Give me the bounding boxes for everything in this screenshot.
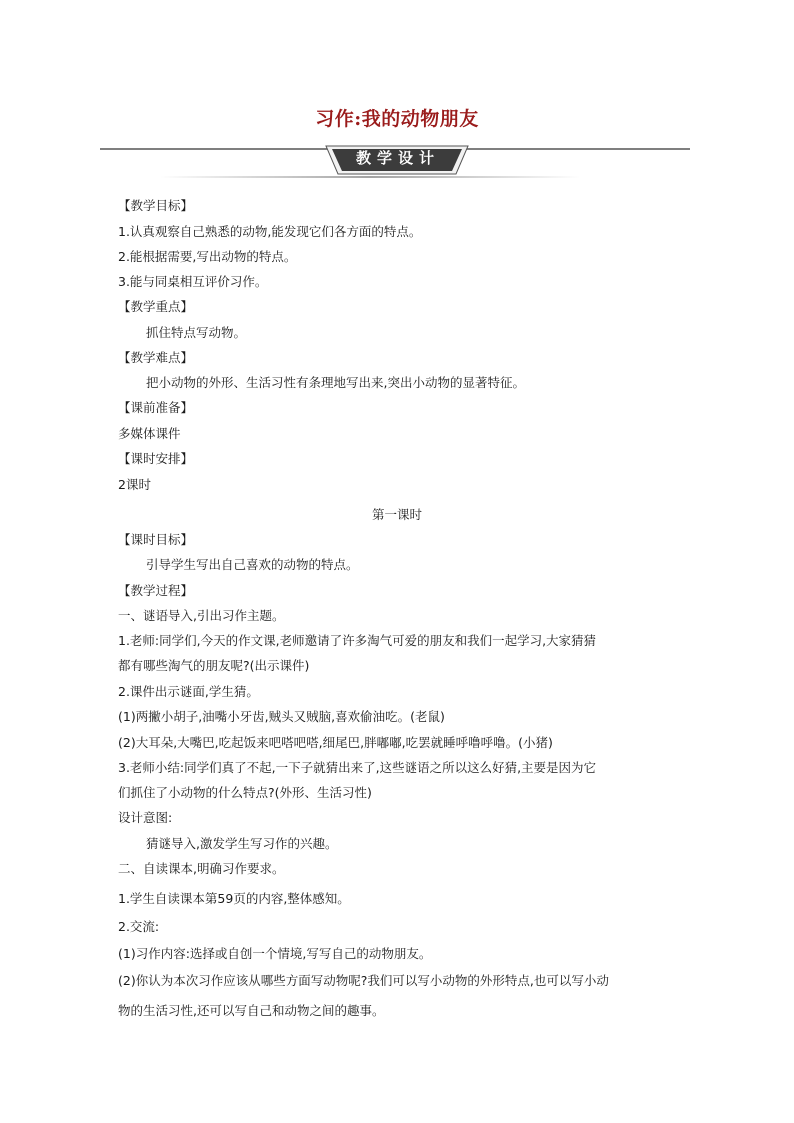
riddle-line: (1)两撇小胡子,油嘴小牙齿,贼头又贼脑,喜欢偷油吃。(老鼠)	[118, 709, 445, 724]
heading-objectives: 【教学目标】	[118, 198, 194, 213]
paragraph-line: 们抓住了小动物的什么特点?(外形、生活习性)	[118, 785, 372, 800]
objective-line: 1.认真观察自己熟悉的动物,能发现它们各方面的特点。	[118, 224, 422, 239]
heading-lesson-objective: 【课时目标】	[118, 532, 194, 547]
paragraph-line: 1.学生自读课本第59页的内容,整体感知。	[118, 891, 350, 906]
paragraph-line: 1.老师:同学们,今天的作文课,老师邀请了许多淘气可爱的朋友和我们一起学习,大家猜猜	[118, 633, 597, 648]
heading-difficulties: 【教学难点】	[118, 350, 194, 365]
design-intent-text: 猜谜导入,激发学生写习作的兴趣。	[146, 836, 338, 851]
banner-label: 教学设计	[355, 149, 440, 167]
objective-line: 3.能与同桌相互评价习作。	[118, 274, 268, 289]
paragraph-line: 物的生活习性,还可以写自己和动物之间的趣事。	[118, 1003, 385, 1018]
lesson-objective-text: 引导学生写出自己喜欢的动物的特点。	[146, 557, 359, 572]
key-point-text: 抓住特点写动物。	[146, 325, 247, 340]
preparation-text: 多媒体课件	[118, 426, 181, 441]
step-heading: 一、谜语导入,引出习作主题。	[118, 608, 285, 623]
page-title: 习作:我的动物朋友	[315, 108, 479, 130]
paragraph-line: 都有哪些淘气的朋友呢?(出示课件)	[118, 658, 310, 673]
design-intent-label: 设计意图:	[118, 810, 173, 825]
paragraph-line: 2.交流:	[118, 919, 160, 934]
heading-preparation: 【课前准备】	[118, 400, 194, 415]
objective-line: 2.能根据需要,写出动物的特点。	[118, 249, 297, 264]
paragraph-line: (1)习作内容:选择或自创一个情境,写写自己的动物朋友。	[118, 946, 432, 961]
step-heading: 二、自读课本,明确习作要求。	[118, 861, 285, 876]
schedule-text: 2课时	[118, 477, 151, 492]
heading-key-points: 【教学重点】	[118, 299, 194, 314]
riddle-line: (2)大耳朵,大嘴巴,吃起饭来吧嗒吧嗒,细尾巴,胖嘟嘟,吃罢就睡呼噜呼噜。(小猪)	[118, 735, 553, 750]
difficulty-text: 把小动物的外形、生活习性有条理地写出来,突出小动物的显著特征。	[146, 375, 525, 390]
heading-schedule: 【课时安排】	[118, 451, 194, 466]
lesson-heading: 第一课时	[371, 507, 422, 522]
heading-process: 【教学过程】	[118, 583, 194, 598]
paragraph-line: 2.课件出示谜面,学生猜。	[118, 684, 259, 699]
paragraph-line: (2)你认为本次习作应该从哪些方面写动物呢?我们可以写小动物的外形特点,也可以写小动	[118, 973, 609, 988]
paragraph-line: 3.老师小结:同学们真了不起,一下子就猜出来了,这些谜语之所以这么好猜,主要是因为它	[118, 760, 597, 775]
